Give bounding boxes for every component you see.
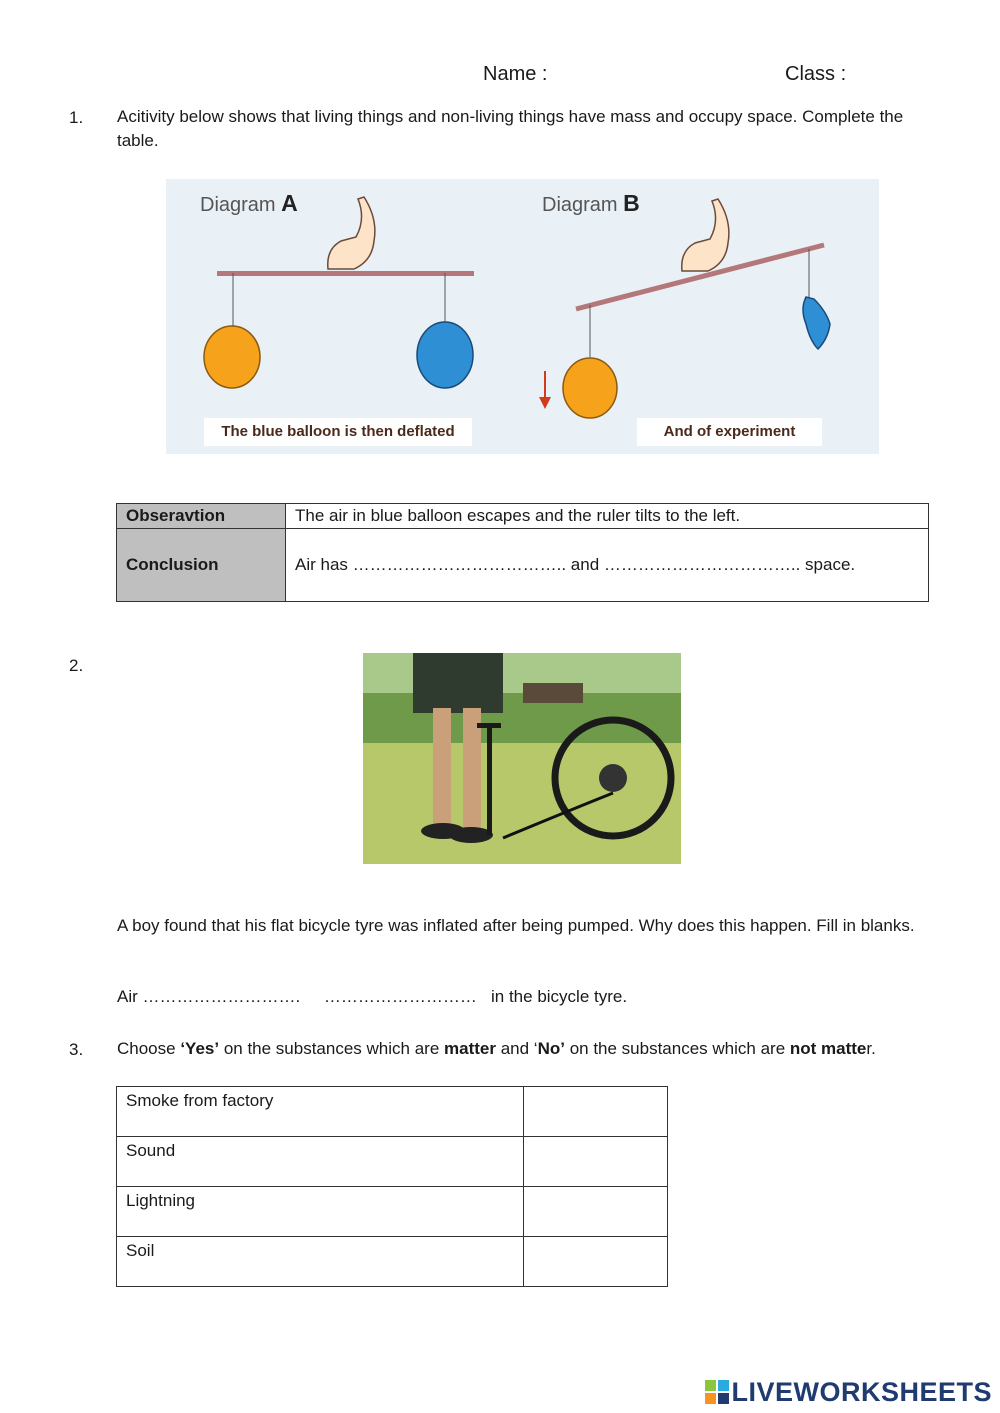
bicycle-pump-photo — [363, 653, 681, 864]
question-1-number: 1. — [69, 108, 84, 127]
conclusion-label: Conclusion — [117, 529, 286, 602]
logo-icon — [705, 1380, 729, 1404]
observation-table — [116, 503, 929, 602]
question-2-number: 2. — [69, 656, 84, 675]
deflated-blue-balloon — [803, 297, 830, 349]
substance-cell: Soil — [117, 1237, 524, 1287]
blue-balloon-a — [417, 322, 473, 388]
answer-cell[interactable] — [524, 1237, 668, 1287]
diagram-b-caption: And of experiment — [637, 418, 822, 446]
table-row — [117, 1237, 668, 1287]
answer-cell[interactable] — [524, 1087, 668, 1137]
table-row — [117, 1137, 668, 1187]
table-row — [117, 1087, 668, 1137]
orange-balloon-b — [563, 358, 617, 418]
liveworksheets-logo: LIVEWORKSHEETS — [705, 1377, 992, 1408]
hand-b — [682, 199, 729, 271]
substance-cell: Lightning — [117, 1187, 524, 1237]
balloon-diagram — [166, 179, 879, 454]
ruler-a — [217, 271, 474, 276]
answer-cell[interactable] — [524, 1187, 668, 1237]
question-2-text: A boy found that his flat bicycle tyre was inflated after being pumped. Why does this happen. Fill in blanks. — [117, 916, 915, 935]
diagram-b-label: Diagram B — [542, 190, 640, 216]
conclusion-value[interactable]: Air has ……………………………….. and …………………………….. space. — [286, 529, 929, 602]
matter-table — [116, 1086, 668, 1287]
question-3-number: 3. — [69, 1040, 84, 1059]
observation-value: The air in blue balloon escapes and the ruler tilts to the left. — [286, 504, 929, 529]
diagram-a-label: Diagram A — [200, 190, 298, 216]
substance-cell: Smoke from factory — [117, 1087, 524, 1137]
class-label: Class : — [785, 63, 847, 85]
observation-label: Obseravtion — [117, 504, 286, 529]
question-3-text: Choose ‘Yes’ on the substances which are matter and ‘No’ on the substances which are not matter. — [117, 1039, 876, 1058]
table-row — [117, 1187, 668, 1237]
hand-a — [328, 197, 375, 269]
balloon-diagram-drawing — [166, 179, 879, 454]
orange-balloon-a — [204, 326, 260, 388]
substance-cell: Sound — [117, 1137, 524, 1187]
answer-cell[interactable] — [524, 1137, 668, 1187]
question-2-fill-blanks[interactable]: Air ………………………. ……………………… in the bicycle tyre. — [117, 987, 628, 1006]
name-label: Name : — [483, 63, 548, 85]
diagram-a-caption: The blue balloon is then deflated — [204, 418, 472, 446]
question-1-text: Acitivity below shows that living things and non-living things have mass and occupy space. Complete the table. — [117, 107, 904, 150]
